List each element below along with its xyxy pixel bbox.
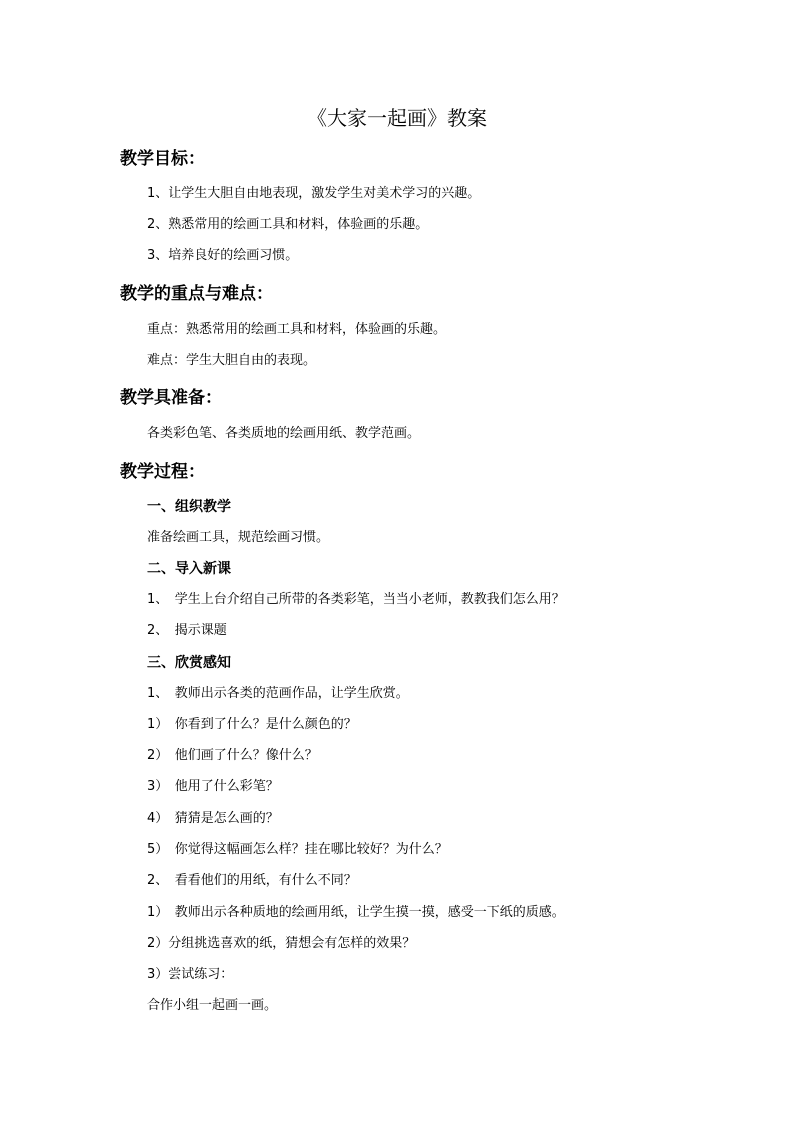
section-item: 2）分组挑选喜欢的纸，猜想会有怎样的效果？ [147,936,416,951]
section-title: 三、欣赏感知 [147,655,231,671]
section-item: 准备绘画工具，规范绘画习惯。 [147,530,330,545]
section-item: 3） 他用了什么彩笔？ [147,779,279,794]
key-point-item: 重点：熟悉常用的绘画工具和材料，体验画的乐趣。 [147,322,447,337]
materials-item: 各类彩色笔、各类质地的绘画用纸、教学范画。 [147,426,421,441]
goal-item: 1、让学生大胆自由地表现，激发学生对美术学习的兴趣。 [147,186,481,201]
goal-item: 2、熟悉常用的绘画工具和材料，体验画的乐趣。 [147,217,429,232]
goal-item: 3、培养良好的绘画习惯。 [147,248,299,263]
section-item: 2、 揭示课题 [147,623,227,638]
section-item: 1、 教师出示各类的范画作品，让学生欣赏。 [147,686,409,701]
section-item: 3）尝试练习： [147,967,234,982]
section-item: 1） 教师出示各种质地的绘画用纸，让学生摸一摸，感受一下纸的质感。 [147,905,565,920]
key-point-item: 难点：学生大胆自由的表现。 [147,353,317,368]
section-title: 二、导入新课 [147,561,231,577]
key-points-heading: 教学的重点与难点： [120,284,273,304]
section-item: 5） 你觉得这幅画怎么样？挂在哪比较好？为什么？ [147,842,448,857]
section-item: 2） 他们画了什么？像什么？ [147,748,318,763]
section-item: 1） 你看到了什么？是什么颜色的？ [147,717,357,732]
section-item: 合作小组一起画一画。 [147,998,278,1013]
section-item: 1、 学生上台介绍自己所带的各类彩笔，当当小老师，教教我们怎么用？ [147,592,565,607]
section-item: 2、 看看他们的用纸，有什么不同？ [147,873,357,888]
process-heading: 教学过程： [120,462,205,482]
materials-heading: 教学具准备： [120,388,222,408]
section-item: 4） 猜猜是怎么画的？ [147,811,279,826]
section-title: 一、组织教学 [147,499,231,515]
document-title: 《大家一起画》教案 [307,106,487,130]
goals-heading: 教学目标： [120,149,205,169]
